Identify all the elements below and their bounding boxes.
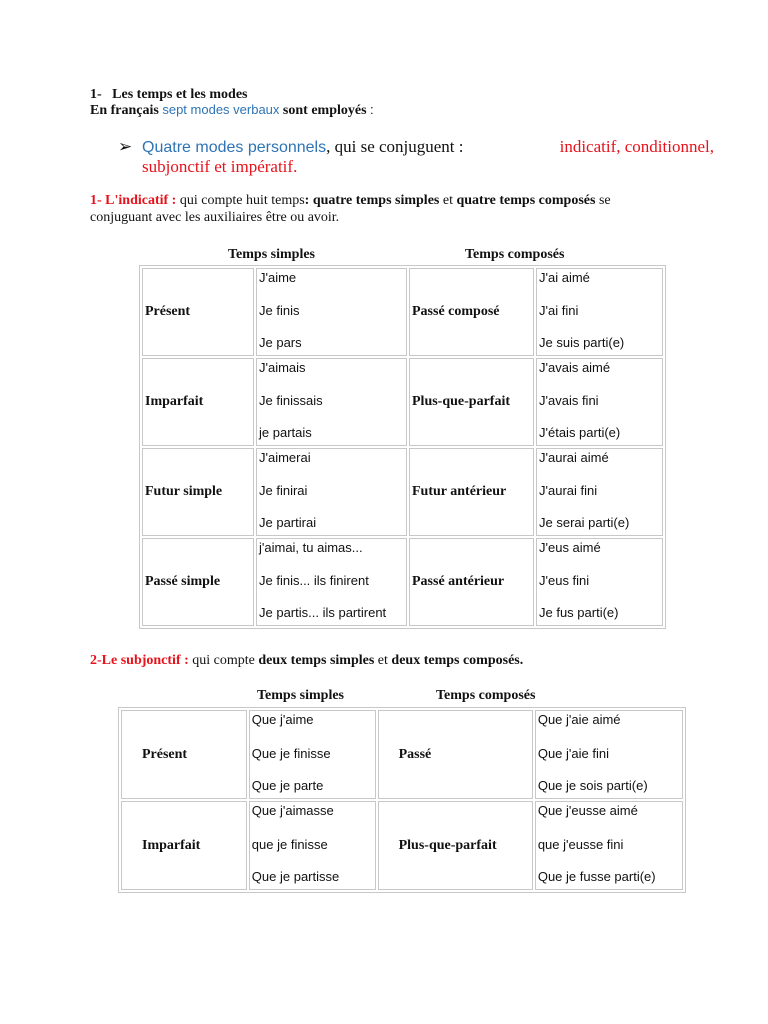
table-row — [142, 538, 663, 626]
simple-forms — [256, 358, 407, 446]
conjugation-form: J'eus aimé — [539, 540, 601, 555]
subjonctif-col-compose: Temps composés — [436, 688, 536, 703]
compound-tense-name: Plus-que-parfait — [378, 801, 533, 890]
intro-text-end: sont employés — [282, 103, 367, 118]
indicatif-bold2: quatre temps composés — [456, 193, 596, 208]
conjugation-form: J'ai aimé — [539, 270, 590, 285]
indicatif-table — [139, 265, 666, 629]
compound-forms — [535, 710, 683, 799]
conjugation-form: Je pars — [259, 335, 302, 350]
conjugation-form: J'eus fini — [539, 573, 590, 588]
section-title: Les temps et les modes — [112, 87, 248, 102]
conjugation-form: que j'eusse fini — [537, 836, 624, 852]
conjugation-form: J'aime — [259, 270, 297, 285]
indicatif-paragraph — [90, 193, 611, 209]
bullet-highlight: Quatre modes personnels — [142, 139, 327, 156]
section-heading — [90, 87, 247, 103]
compound-forms — [536, 268, 663, 356]
conjugation-form: Je fus parti(e) — [539, 605, 619, 620]
bullet-middle: , qui se conjuguent : — [326, 137, 464, 156]
indicatif-text: qui compte huit temps — [179, 193, 305, 208]
conjugation-form: Que je sois parti(e) — [537, 778, 648, 793]
compound-tense-name: Futur antérieur — [409, 448, 534, 536]
simple-forms — [249, 710, 376, 799]
table-row — [121, 710, 683, 799]
table-row — [142, 358, 663, 446]
conjugation-form: Je finirai — [259, 483, 308, 498]
conjugation-form: J'ai fini — [539, 303, 579, 318]
compound-forms — [536, 448, 663, 536]
bullet-line-1 — [142, 137, 714, 157]
subjonctif-bold2: deux temps composés. — [391, 653, 524, 668]
compound-forms — [535, 801, 683, 890]
conjugation-form: Je finissais — [259, 393, 323, 408]
indicatif-text3: se — [598, 193, 611, 208]
conjugation-form: J'avais aimé — [539, 360, 611, 375]
subjonctif-text2: et — [377, 653, 388, 668]
compound-tense-name: Passé composé — [409, 268, 534, 356]
indicatif-col-simple: Temps simples — [228, 247, 316, 262]
subjonctif-paragraph — [90, 653, 523, 669]
subjonctif-table — [118, 707, 686, 893]
conjugation-form: Je partirai — [259, 515, 317, 530]
table-row — [121, 801, 683, 890]
simple-forms — [256, 538, 407, 626]
tense-name: Futur simple — [142, 448, 254, 536]
conjugation-form: Que j'aie aimé — [537, 712, 621, 727]
tense-name: Passé simple — [142, 538, 254, 626]
conjugation-form: que je finisse — [251, 836, 328, 852]
subjonctif-col-simple: Temps simples — [257, 688, 345, 703]
conjugation-form: j'aimai, tu aimas... — [259, 540, 363, 555]
conjugation-form: Que j'eusse aimé — [537, 803, 638, 818]
conjugation-form: Je finis — [259, 303, 300, 318]
conjugation-form: Que je finisse — [251, 745, 331, 761]
indicatif-line2: conjuguant avec les auxiliaires être ou avoir. — [90, 210, 340, 225]
tense-name: Présent — [142, 268, 254, 356]
conjugation-form: Que je parte — [251, 778, 324, 793]
simple-forms — [256, 268, 407, 356]
conjugation-form: J'aimais — [259, 360, 306, 375]
bullet-arrow-icon: ➢ — [118, 137, 133, 156]
indicatif-label: 1- L'indicatif : — [90, 193, 177, 208]
conjugation-form: Je finis... ils finirent — [259, 573, 369, 588]
conjugation-form: J'aurai aimé — [539, 450, 609, 465]
subjonctif-text: qui compte — [192, 653, 255, 668]
subjonctif-label: 2-Le subjonctif : — [90, 653, 189, 668]
compound-tense-name: Passé — [378, 710, 533, 799]
conjugation-form: J'aurai fini — [539, 483, 598, 498]
bullet-list-1: indicatif, conditionnel, — [559, 137, 714, 156]
conjugation-form: Que je partisse — [251, 869, 340, 884]
conjugation-form: Que j'aie fini — [537, 745, 609, 761]
compound-tense-name: Plus-que-parfait — [409, 358, 534, 446]
conjugation-form: Que je fusse parti(e) — [537, 869, 656, 884]
intro-highlight: sept modes verbaux — [162, 102, 280, 117]
table-row — [142, 448, 663, 536]
intro-line — [90, 102, 374, 119]
conjugation-form: J'aimerai — [259, 450, 311, 465]
intro-colon: : — [370, 102, 374, 117]
indicatif-col-compose: Temps composés — [465, 247, 565, 262]
simple-forms — [249, 801, 376, 890]
compound-tense-name: Passé antérieur — [409, 538, 534, 626]
compound-forms — [536, 538, 663, 626]
indicatif-bold1: : quatre temps simples — [304, 193, 440, 208]
conjugation-form: Je serai parti(e) — [539, 515, 630, 530]
table-row — [142, 268, 663, 356]
conjugation-form: J'avais fini — [539, 393, 599, 408]
simple-forms — [256, 448, 407, 536]
conjugation-form: Je partis... ils partirent — [259, 605, 387, 620]
conjugation-form: J'étais parti(e) — [539, 425, 621, 440]
conjugation-form: Je suis parti(e) — [539, 335, 625, 350]
tense-name: Présent — [121, 710, 247, 799]
conjugation-form: Que j'aime — [251, 712, 314, 727]
intro-text: En français — [90, 103, 159, 118]
bullet-list-2: subjonctif et impératif. — [142, 157, 298, 176]
tense-name: Imparfait — [142, 358, 254, 446]
subjonctif-bold1: deux temps simples — [258, 653, 375, 668]
conjugation-form: Que j'aimasse — [251, 803, 334, 818]
indicatif-text2: et — [442, 193, 453, 208]
compound-forms — [536, 358, 663, 446]
tense-name: Imparfait — [121, 801, 247, 890]
section-number: 1- — [90, 87, 102, 102]
conjugation-form: je partais — [259, 425, 312, 440]
